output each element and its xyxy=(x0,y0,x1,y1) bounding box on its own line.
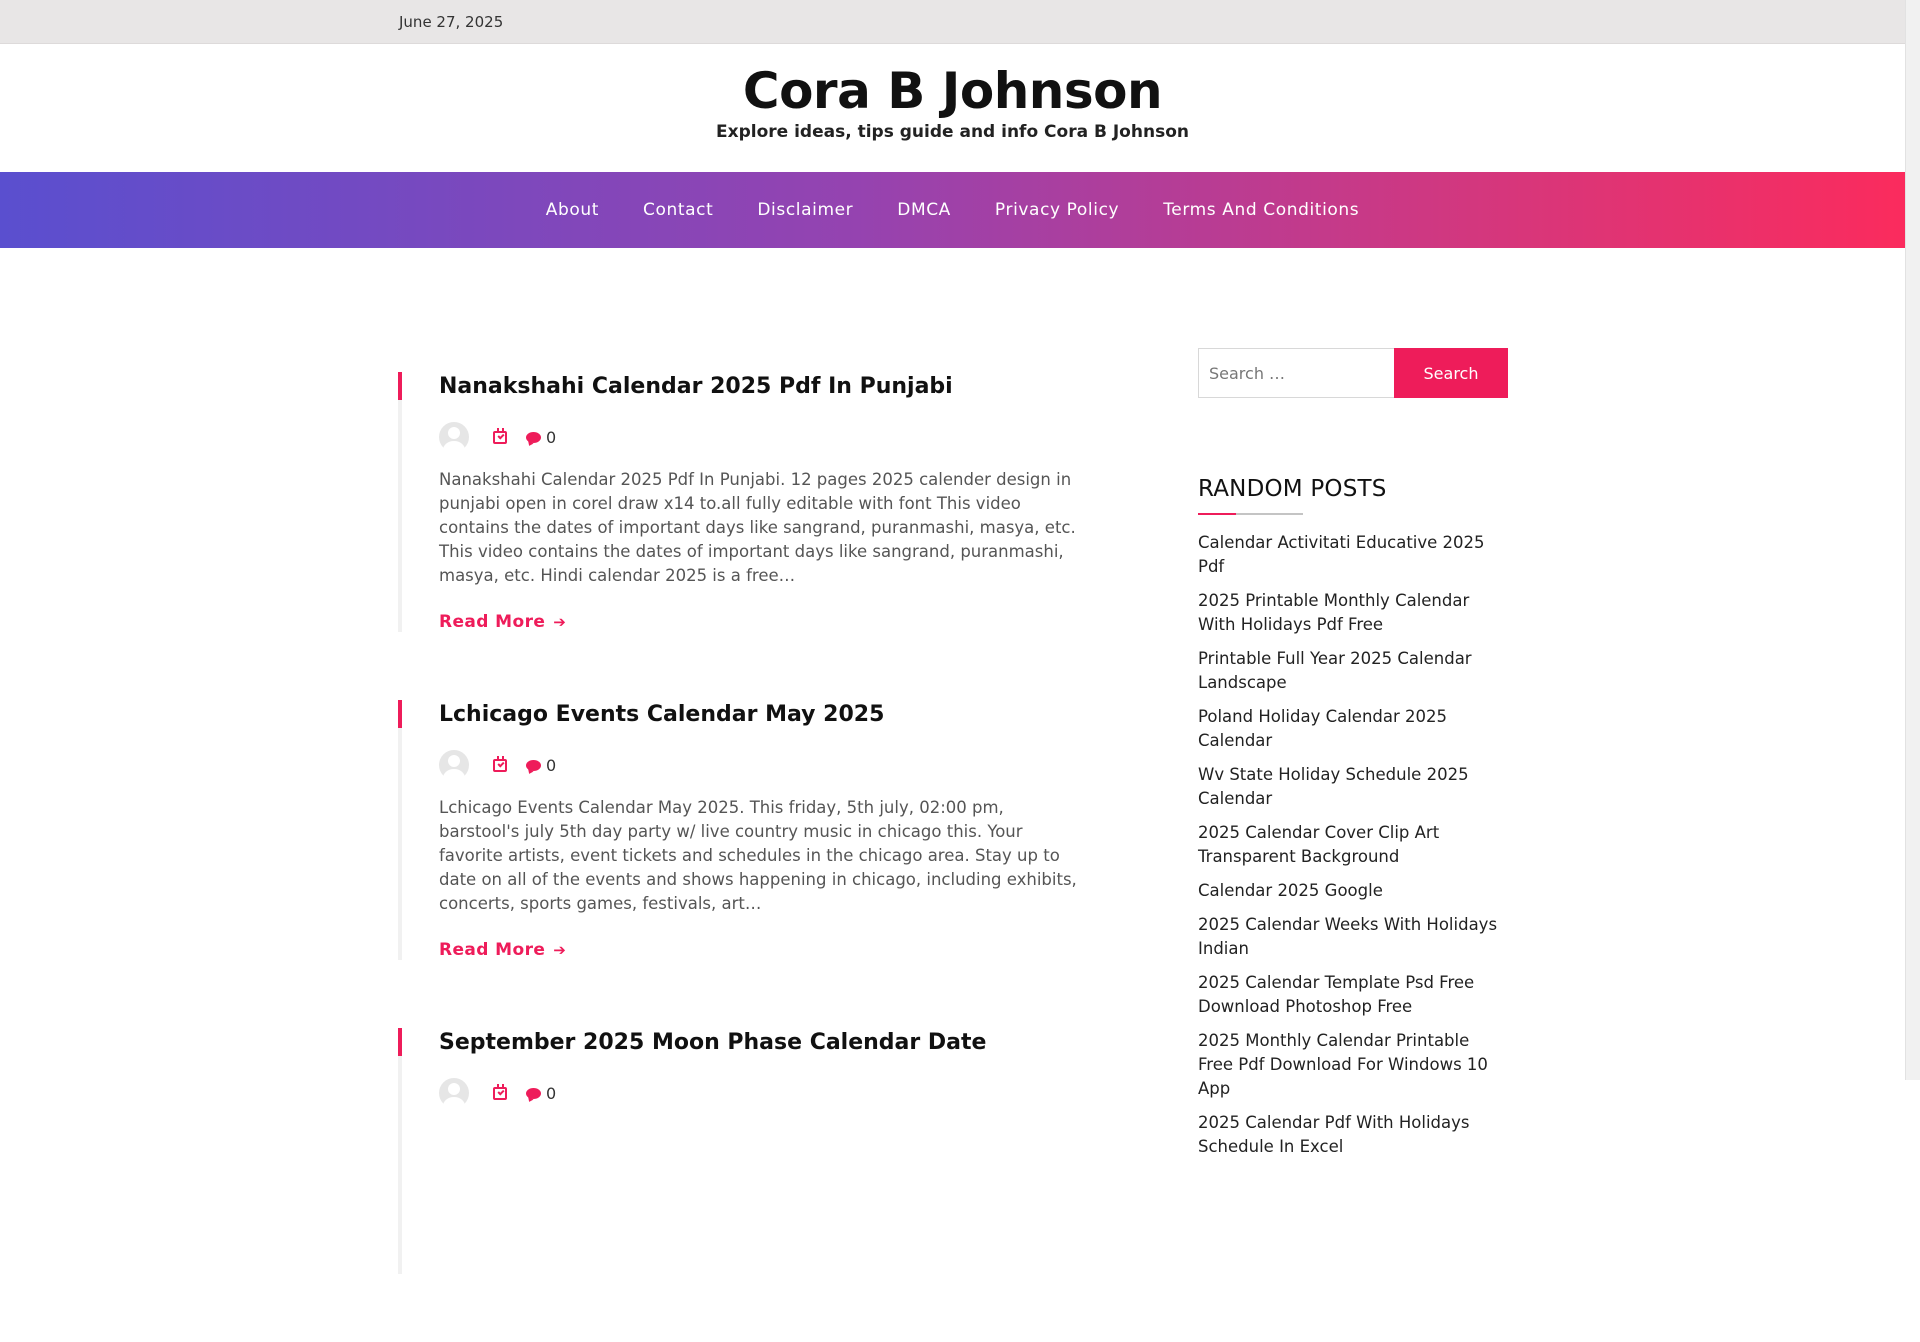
site-description: Explore ideas, tips guide and info Cora B Johnson xyxy=(716,122,1189,142)
random-posts-list xyxy=(1198,531,1508,1159)
calendar-check-icon[interactable] xyxy=(493,759,507,772)
random-post-link[interactable]: 2025 Monthly Calendar Printable Free Pdf Download For Windows 10 App xyxy=(1198,1031,1488,1098)
nav-item-about[interactable]: About xyxy=(545,200,600,220)
calendar-check-icon[interactable] xyxy=(493,431,507,444)
random-posts-title: RANDOM POSTS xyxy=(1198,476,1387,502)
post-meta xyxy=(439,422,1088,452)
random-post-link[interactable]: 2025 Printable Monthly Calendar With Holidays Pdf Free xyxy=(1198,591,1470,634)
search-button[interactable]: Search xyxy=(1394,348,1508,398)
site-branding xyxy=(0,44,1905,172)
random-post-link[interactable]: Printable Full Year 2025 Calendar Landscape xyxy=(1198,649,1472,692)
post-meta xyxy=(439,1078,1088,1108)
current-date: June 27, 2025 xyxy=(399,13,504,31)
read-more-link[interactable] xyxy=(439,612,566,632)
author-avatar[interactable] xyxy=(439,422,469,452)
comment-icon[interactable] xyxy=(526,432,541,443)
page-scrollbar[interactable] xyxy=(1905,0,1920,1080)
comment-icon[interactable] xyxy=(526,1088,541,1099)
random-post-link[interactable]: Wv State Holiday Schedule 2025 Calendar xyxy=(1198,765,1469,808)
arrow-right-icon: ➔ xyxy=(553,941,567,959)
post-card xyxy=(398,700,1088,960)
post-card xyxy=(398,1028,1088,1274)
nav-item-contact[interactable]: Contact xyxy=(643,200,714,220)
random-post-link[interactable]: Calendar 2025 Google xyxy=(1198,881,1383,900)
post-excerpt: Lchicago Events Calendar May 2025. This friday, 5th july, 02:00 pm, barstool's july 5th day party w/ live country music in chicago this. Your favorite artists, event tickets and schedules in the chicago area. Stay up to date on all of the events and shows happening in chicago, including exhibits, concerts, sports games, festivals, art… xyxy=(439,798,1077,913)
author-avatar[interactable] xyxy=(439,1078,469,1108)
nav-item-terms-and-conditions[interactable]: Terms And Conditions xyxy=(1163,200,1360,220)
post-meta xyxy=(439,750,1088,780)
post-card xyxy=(398,372,1088,632)
nav-item-disclaimer[interactable]: Disclaimer xyxy=(757,200,854,220)
random-post-link[interactable]: 2025 Calendar Cover Clip Art Transparent Background xyxy=(1198,823,1440,866)
site-title[interactable]: Cora B Johnson xyxy=(742,62,1163,120)
comment-count[interactable]: 0 xyxy=(546,755,557,775)
search-input[interactable] xyxy=(1198,348,1394,398)
post-excerpt: Nanakshahi Calendar 2025 Pdf In Punjabi. 12 pages 2025 calender design in punjabi open in corel draw x14 to.all fully editable with font This video contains the dates of important days like sangrand, puranmashi, masya, etc. This video contains the dates of important days like sangrand, puranmashi, masya, etc. Hindi calendar 2025 is a free… xyxy=(439,470,1076,585)
random-post-link[interactable]: Poland Holiday Calendar 2025 Calendar xyxy=(1198,707,1448,750)
random-post-link[interactable]: 2025 Calendar Weeks With Holidays Indian xyxy=(1198,915,1498,958)
random-post-link[interactable]: 2025 Calendar Template Psd Free Download Photoshop Free xyxy=(1198,973,1475,1016)
random-post-link[interactable]: 2025 Calendar Pdf With Holidays Schedule In Excel xyxy=(1198,1113,1470,1156)
author-avatar[interactable] xyxy=(439,750,469,780)
read-more-label: Read More xyxy=(439,612,546,632)
post-list xyxy=(398,372,1088,1342)
widget-title-underline xyxy=(1198,513,1303,515)
comment-icon[interactable] xyxy=(526,760,541,771)
calendar-check-icon[interactable] xyxy=(493,1087,507,1100)
top-bar xyxy=(0,0,1905,44)
sidebar xyxy=(1198,348,1508,1169)
search-form xyxy=(1198,348,1508,398)
post-title[interactable]: Nanakshahi Calendar 2025 Pdf In Punjabi xyxy=(439,374,953,399)
post-title[interactable]: Lchicago Events Calendar May 2025 xyxy=(439,702,885,727)
arrow-right-icon: ➔ xyxy=(553,613,567,631)
comment-count[interactable]: 0 xyxy=(546,427,557,447)
post-title[interactable]: September 2025 Moon Phase Calendar Date xyxy=(439,1030,987,1055)
read-more-label: Read More xyxy=(439,940,546,960)
random-post-link[interactable]: Calendar Activitati Educative 2025 Pdf xyxy=(1198,533,1485,576)
main-navigation xyxy=(0,172,1905,248)
nav-item-dmca[interactable]: DMCA xyxy=(897,200,951,220)
comment-count[interactable]: 0 xyxy=(546,1083,557,1103)
read-more-link[interactable] xyxy=(439,940,566,960)
nav-item-privacy-policy[interactable]: Privacy Policy xyxy=(994,200,1120,220)
